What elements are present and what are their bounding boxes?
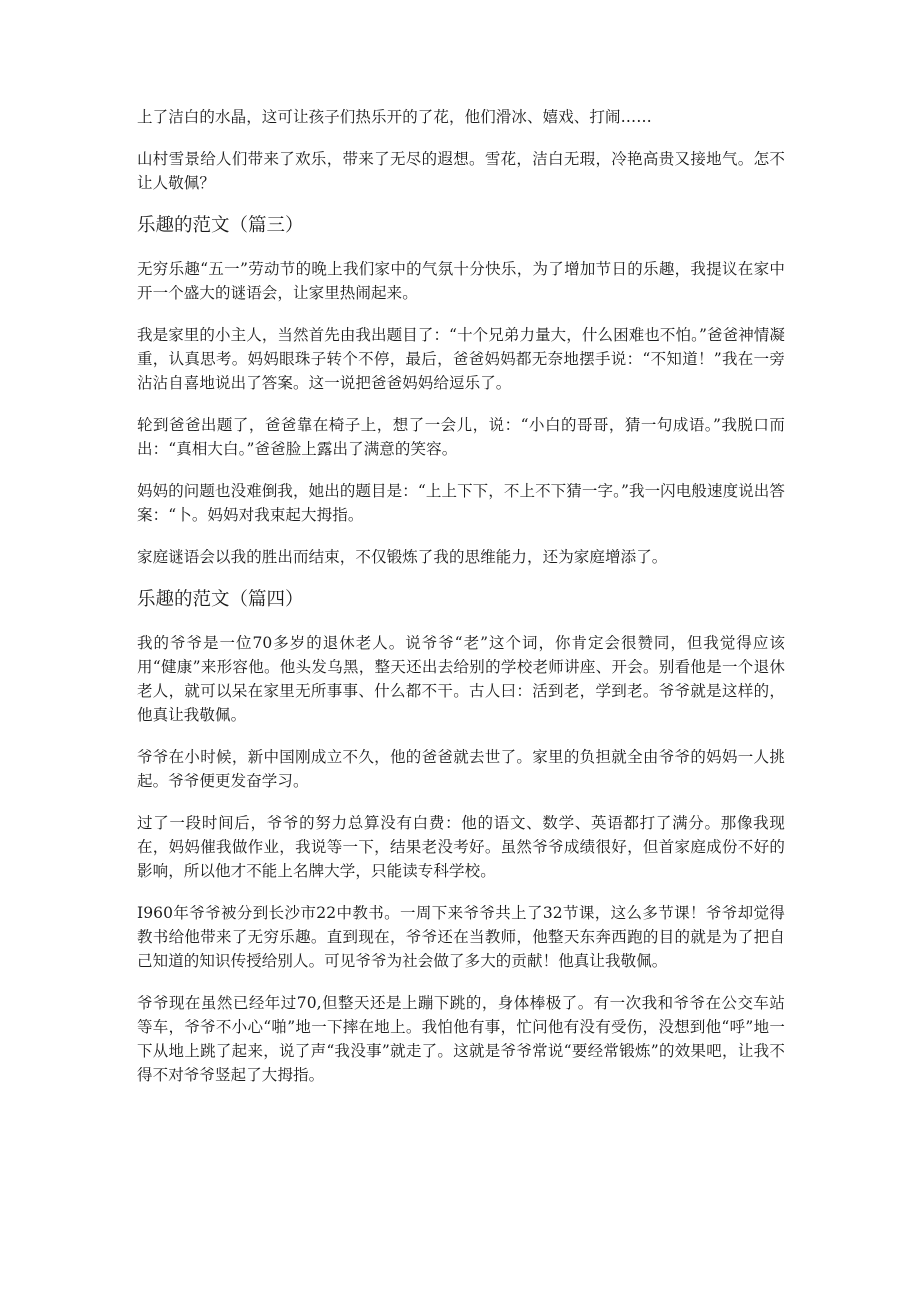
paragraph: 爷爷现在虽然已经年过70,但整天还是上蹦下跳的，身体棒极了。有一次我和爷爷在公交车站等车，爷爷不小心“啪”地一下摔在地上。我怕他有事，忙问他有没有受伤，没想到他“呼”地一下从地上跳了起来，说了声“我没事”就走了。这就是爷爷常说“要经常锻炼”的效果吧，让我不得不对爷爷竖起了大拇指。 — [137, 994, 785, 1084]
document-body — [137, 105, 785, 1105]
paragraph: 山村雪景给人们带来了欢乐，带来了无尽的遐想。雪花，洁白无瑕，冷艳高贵又接地气。怎不让人敬佩？ — [137, 150, 785, 192]
paragraph: 无穷乐趣“五一”劳动节的晚上我们家中的气氛十分快乐，为了增加节日的乐趣，我提议在家中开一个盛大的谜语会，让家里热闹起来。 — [137, 260, 785, 302]
paragraph: 妈妈的问题也没难倒我，她出的题目是：“上上下下，不上不下猜一字。”我一闪电般速度说出答案：“卜。妈妈对我束起大拇指。 — [137, 482, 785, 524]
paragraph: I960年爷爷被分到长沙市22中教书。一周下来爷爷共上了32节课，这么多节课！爷爷却觉得教书给他带来了无穷乐趣。直到现在，爷爷还在当教师，他整天东奔西跑的目的就是为了把自己知道的知识传授给别人。可见爷爷为社会做了多大的贡献！他真让我敬佩。 — [137, 904, 785, 970]
paragraph: 上了洁白的水晶，这可让孩子们热乐开的了花，他们滑冰、嬉戏、打闹…… — [137, 108, 652, 126]
paragraph: 过了一段时间后，爷爷的努力总算没有白费：他的语文、数学、英语都打了满分。那像我现在，妈妈催我做作业，我说等一下，结果老没考好。虽然爷爷成绩很好，但首家庭成份不好的影响，所以他才不能上名牌大学，只能读专科学校。 — [137, 814, 785, 880]
paragraph: 我的爷爷是一位70多岁的退休老人。说爷爷“老”这个词，你肯定会很赞同，但我觉得应该用“健康”来形容他。他头发乌黑，整天还出去给别的学校老师讲座、开会。别看他是一个退休老人，就可以呆在家里无所事事、什么都不干。古人曰：活到老，学到老。爷爷就是这样的，他真让我敬佩。 — [137, 634, 785, 724]
paragraph: 轮到爸爸出题了，爸爸靠在椅子上，想了一会儿，说：“小白的哥哥，猜一句成语。”我脱口而出：“真相大白。”爸爸脸上露出了满意的笑容。 — [137, 416, 785, 458]
paragraph: 家庭谜语会以我的胜出而结束，不仅锻炼了我的思维能力，还为家庭增添了。 — [137, 548, 668, 566]
paragraph: 我是家里的小主人，当然首先由我出题目了：“十个兄弟力量大，什么困难也不怕。”爸爸神情凝重，认真思考。妈妈眼珠子转个不停，最后，爸爸妈妈都无奈地摆手说：“不知道！”我在一旁沾沾自喜地说出了答案。这一说把爸爸妈妈给逗乐了。 — [137, 326, 785, 392]
section-heading: 乐趣的范文（篇四） — [137, 589, 304, 610]
paragraph: 爷爷在小时候，新中国刚成立不久，他的爸爸就去世了。家里的负担就全由爷爷的妈妈一人挑起。爷爷便更发奋学习。 — [137, 748, 785, 790]
section-heading: 乐趣的范文（篇三） — [137, 215, 304, 236]
